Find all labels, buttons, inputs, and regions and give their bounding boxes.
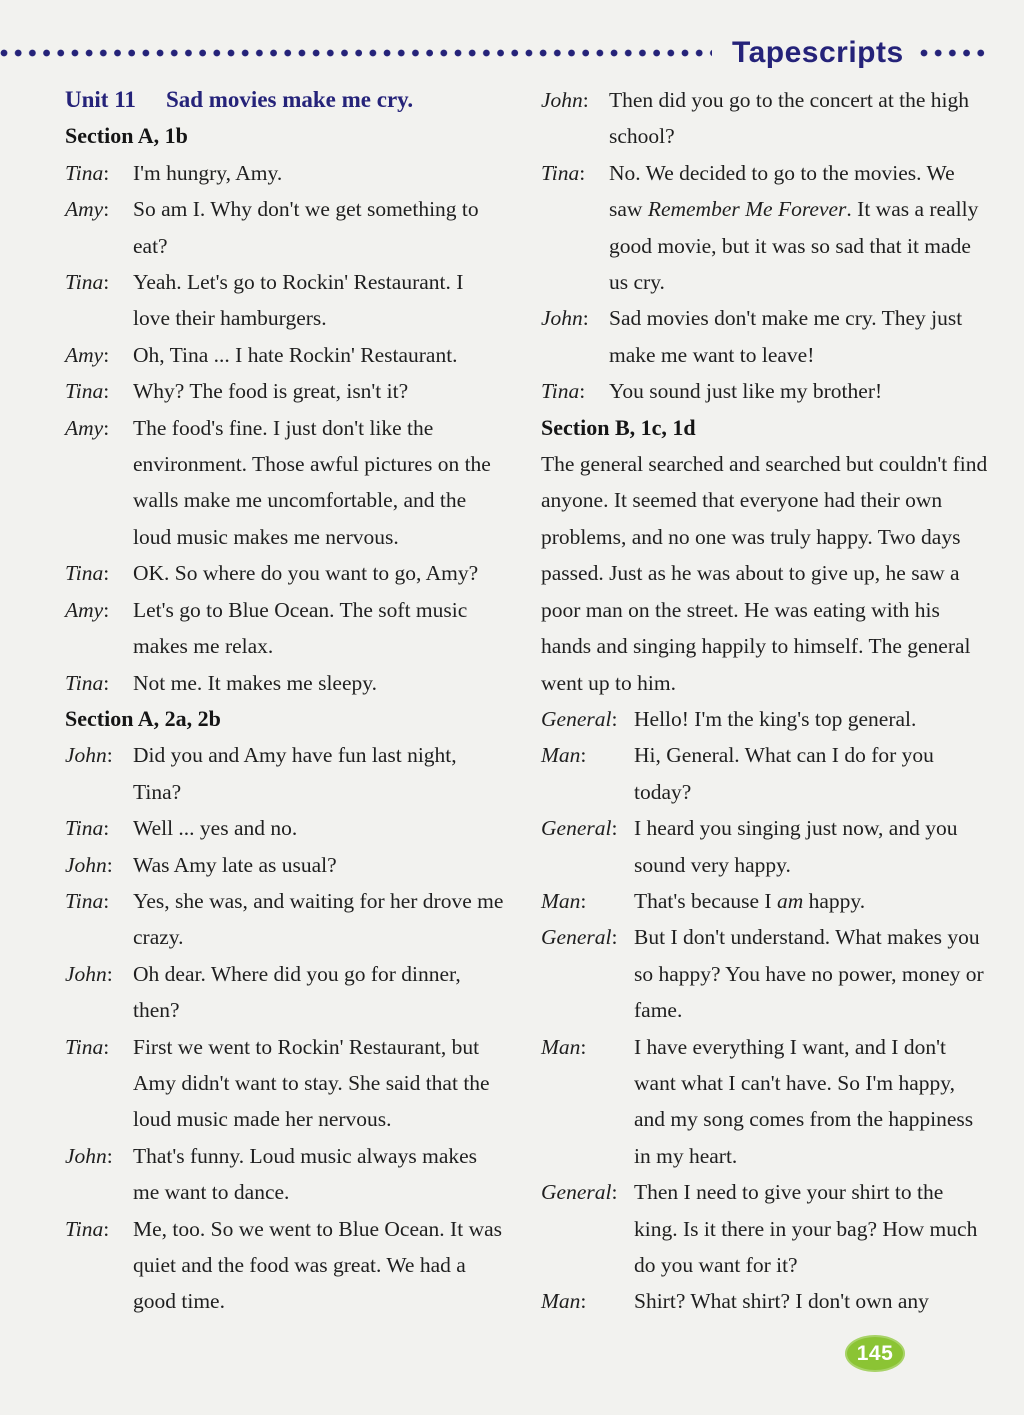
page-number-badge [845,1335,905,1372]
utterance-text: I'm hungry, Amy. [133,160,283,185]
speaker-name: John : [65,956,133,1029]
tapescript-columns [65,82,988,1320]
dialogue-line [541,1029,988,1175]
utterance-text: Was Amy late as usual? [133,852,337,877]
speaker-name: Tina : [65,155,133,191]
utterance-text: Well ... yes and no. [133,816,298,841]
utterance-text: Let's go to Blue Ocean. The soft music makes me relax. [133,597,468,659]
speaker-name: Tina : [65,264,133,337]
speaker-name: Amy : [65,592,133,665]
dialogue-line [541,737,988,810]
utterance-text: Oh, Tina ... I hate Rockin' Restaurant. [133,342,458,367]
unit-title [65,82,505,118]
utterance-text: Hi, General. What can I do for you today? [634,743,934,804]
speaker-name: Tina : [65,810,133,846]
utterance-text: Then did you go to the concert at the high school? [609,88,970,149]
utterance-text: Then I need to give your shirt to the king. Is it there in your bag? How much do you want for it? [634,1180,978,1277]
utterance-text: Sad movies don't make me cry. They just make me want to leave! [609,306,963,367]
dialogue-line [65,1138,505,1211]
speaker-name: General : [541,810,634,883]
speaker-name: Man : [541,737,634,810]
utterance-text: Yes, she was, and waiting for her drove me crazy. [133,888,504,950]
dialogue-line [65,410,505,556]
dialogue-line [65,592,505,665]
utterance-text: Oh dear. Where did you go for dinner, then? [133,961,461,1023]
dialogue-line [65,847,505,883]
utterance-text: So am I. Why don't we get something to eat? [133,197,479,258]
dialogue-line [65,555,505,591]
dialogue-line [65,810,505,846]
dialogue-line [65,155,505,191]
speaker-name: Tina : [65,373,133,409]
speaker-name: General : [541,919,634,1028]
speaker-name: Man : [541,1283,634,1319]
utterance-text: First we went to Rockin' Restaurant, but Amy didn't want to stay. She said that the loud music made her nervous. [133,1034,490,1132]
dialogue-line [541,155,988,301]
utterance-text: But I don't understand. What makes you so happy? You have no power, money or fame. [634,925,984,1023]
utterance-text: Did you and Amy have fun last night, Tina? [133,743,457,804]
dialogue-line [65,665,505,701]
section-heading: Section B, 1c, 1d [541,414,696,440]
speaker-name: Tina : [65,665,133,701]
speaker-name: Amy : [65,410,133,556]
narration-paragraph: The general searched and searched but couldn't find anyone. It seemed that everyone had their own problems, and no one was truly happy. Two days passed. Just as he was about to give up, he saw a poor man on the street. He was eating with his hands and singing happily to himself. The general went up to him. [541,452,988,695]
speaker-name: Man : [541,1029,634,1175]
utterance-text: Shirt? What shirt? I don't own any [634,1289,929,1314]
utterance-text: The food's fine. I just don't like the environment. Those awful pictures on the walls make me uncomfortable, and the loud music makes me nervous. [133,415,491,549]
utterance-text: That's because I am happy. [634,888,866,913]
dialogue-line [541,810,988,883]
speaker-name: Tina : [541,373,609,409]
speaker-name: Tina : [65,1211,133,1320]
dialogue-line [541,1283,988,1319]
speaker-name: John : [541,82,609,155]
utterance-text: OK. So where do you want to go, Amy? [133,561,479,586]
unit-name: Sad movies make me cry. [165,87,414,112]
speaker-name: General : [541,701,634,737]
utterance-text: Hello! I'm the king's top general. [634,706,917,731]
dialogue-line [65,737,505,810]
utterance-text: That's funny. Loud music always makes me want to dance. [133,1143,478,1205]
dialogue-line [541,82,988,155]
dialogue-line [65,883,505,956]
utterance-text: Yeah. Let's go to Rockin' Restaurant. I love their hamburgers. [133,270,464,331]
utterance-text: Me, too. So we went to Blue Ocean. It was quiet and the food was great. We had a good time. [133,1216,503,1314]
dialogue-line [65,956,505,1029]
section-heading: Section A, 1b [65,123,188,149]
section-heading: Section A, 2a, 2b [65,705,221,731]
speaker-name: Tina : [65,555,133,591]
dialogue-line [541,701,988,737]
dialogue-line [65,1029,505,1138]
dialogue-line [541,300,988,373]
header-dots-right [920,49,990,57]
speaker-name: Man : [541,883,634,919]
dialogue-line [65,1211,505,1320]
page-title: Tapescripts [732,36,904,69]
dialogue-line [541,373,988,409]
utterance-text: I have everything I want, and I don't want what I can't have. So I'm happy, and my song comes from the happiness in my heart. [634,1034,974,1168]
dialogue-line [541,883,988,919]
right-column [541,82,988,1320]
speaker-name: General : [541,1174,634,1283]
dialogue-line [65,264,505,337]
speaker-name: Amy : [65,191,133,264]
utterance-text: Not me. It makes me sleepy. [133,670,377,695]
header-dots-left [0,49,712,57]
utterance-text: I heard you singing just now, and you sound very happy. [634,816,958,877]
left-column [65,82,505,1320]
speaker-name: John : [541,300,609,373]
dialogue-line [541,1174,988,1283]
speaker-name: John : [65,847,133,883]
speaker-name: Tina : [541,155,609,301]
speaker-name: Amy : [65,337,133,373]
utterance-text: You sound just like my brother! [609,379,883,404]
dialogue-line [65,373,505,409]
dialogue-line [65,191,505,264]
dialogue-line [541,919,988,1028]
utterance-text: Why? The food is great, isn't it? [133,379,409,404]
page-number: 145 [856,1341,894,1365]
page-header [0,36,1024,70]
speaker-name: John : [65,737,133,810]
speaker-name: Tina : [65,1029,133,1138]
unit-number: Unit 11 [65,87,136,112]
dialogue-line [65,337,505,373]
utterance-text: No. We decided to go to the movies. We saw Remember Me Forever. It was a really good movie, but it was so sad that it made us cry. [609,160,979,295]
speaker-name: Tina : [65,883,133,956]
speaker-name: John : [65,1138,133,1211]
